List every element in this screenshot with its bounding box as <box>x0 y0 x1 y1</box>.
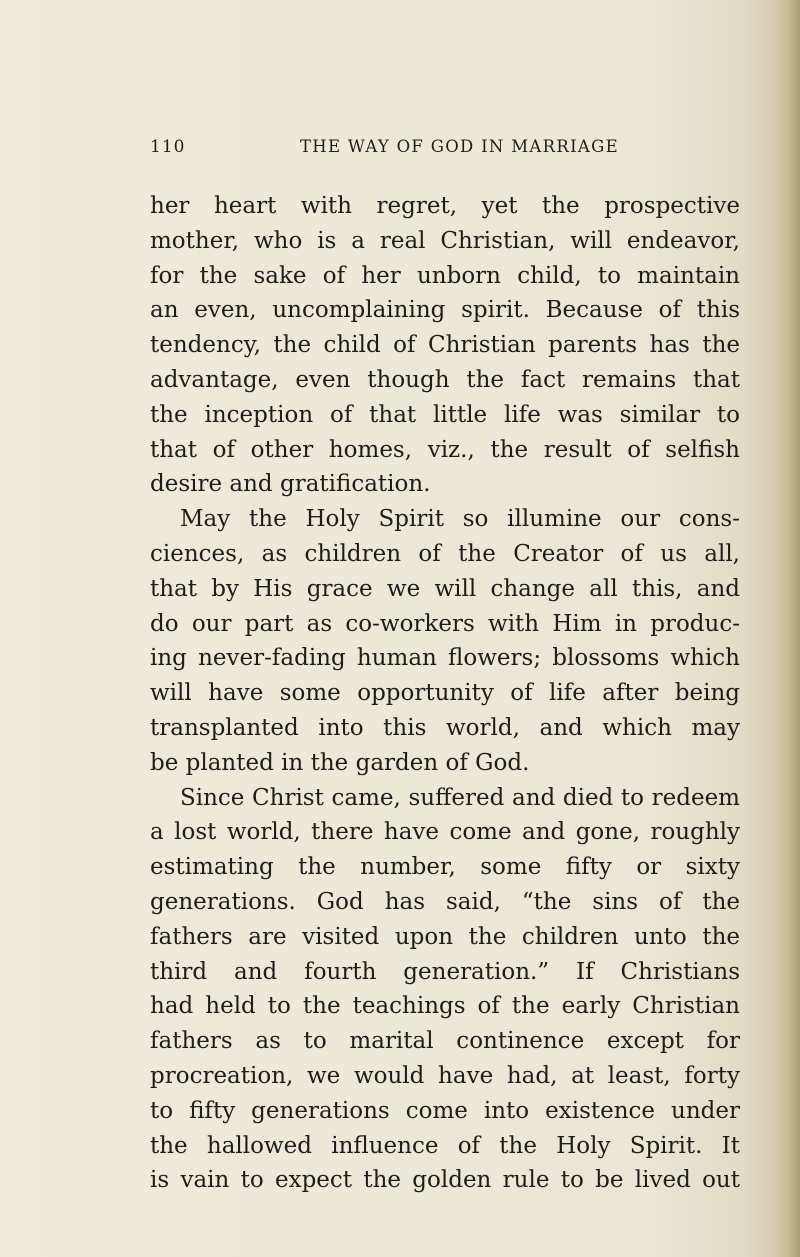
running-head <box>150 137 740 161</box>
text-line: to fifty generations come into existence under <box>150 1097 740 1124</box>
text-line: had held to the teachings of the early Christian <box>150 993 740 1020</box>
text-line: May the Holy Spirit so illumine our cons- <box>180 506 740 533</box>
running-title: THE WAY OF GOD IN MARRIAGE <box>300 137 619 156</box>
text-line: the hallowed influence of the Holy Spirit. It <box>150 1132 740 1159</box>
text-line: for the sake of her unborn child, to maintain <box>150 262 740 289</box>
text-line: procreation, we would have had, at least, forty <box>150 1062 740 1089</box>
text-line: her heart with regret, yet the prospective <box>150 193 740 219</box>
text-line: is vain to expect the golden rule to be lived out <box>150 1167 740 1194</box>
text-line: an even, uncomplaining spirit. Because of this <box>150 297 740 324</box>
text-line: that by His grace we will change all this, and <box>150 575 740 602</box>
text-line: a lost world, there have come and gone, roughly <box>150 819 740 846</box>
text-line: third and fourth generation.” If Christians <box>150 958 740 985</box>
body-text <box>150 189 740 1198</box>
page-number: 110 <box>150 137 186 157</box>
text-line: ciences, as children of the Creator of us all, <box>150 540 740 567</box>
text-line: tendency, the child of Christian parents has the <box>150 332 740 359</box>
text-line: the inception of that little life was similar to <box>150 401 740 428</box>
text-line: transplanted into this world, and which may <box>150 714 740 741</box>
text-line: that of other homes, viz., the result of selfish <box>150 436 740 463</box>
text-line: fathers are visited upon the children unto the <box>150 923 740 950</box>
text-line: Since Christ came, suffered and died to redeem <box>180 784 740 811</box>
page-edge-shadow <box>774 0 800 1257</box>
text-line: do our part as co-workers with Him in produc- <box>150 610 740 637</box>
text-line: will have some opportunity of life after being <box>150 680 740 707</box>
text-line: desire and gratification. <box>150 471 431 498</box>
text-line: fathers as to marital continence except for <box>150 1028 740 1055</box>
text-line: ing never-fading human flowers; blossoms which <box>150 645 740 672</box>
text-line: generations. God has said, “the sins of the <box>150 888 740 915</box>
text-line: be planted in the garden of God. <box>150 749 530 776</box>
text-line: mother, who is a real Christian, will endeavor, <box>150 227 740 254</box>
text-line: estimating the number, some fifty or sixty <box>150 854 740 881</box>
text-line: advantage, even though the fact remains that <box>150 366 740 393</box>
